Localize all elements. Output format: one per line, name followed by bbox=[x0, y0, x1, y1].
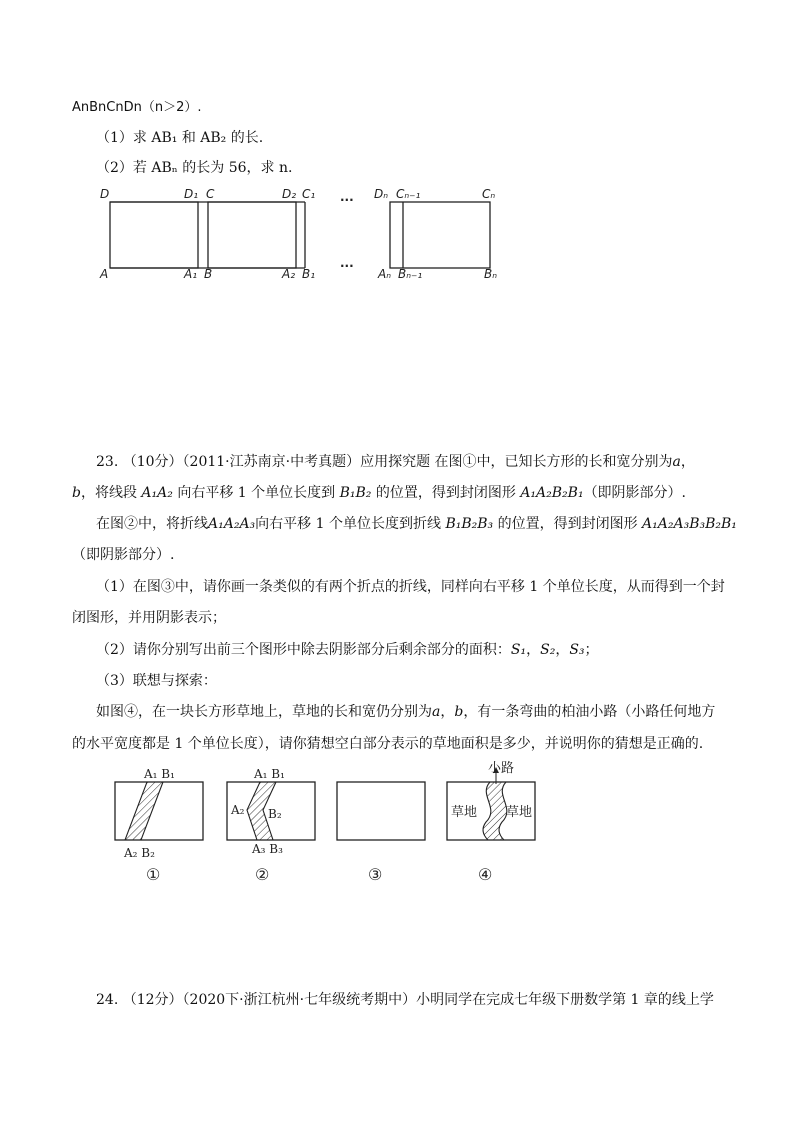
q23-line2-text-a: ，将线段 bbox=[80, 485, 137, 501]
label-B1: B₁ bbox=[302, 267, 316, 281]
fig1-caption: ① bbox=[146, 865, 161, 884]
label-A2: A₂ bbox=[282, 267, 296, 281]
fig1-top-labels: A₁ B₁ bbox=[144, 767, 175, 781]
fig2-caption: ② bbox=[255, 865, 270, 884]
var-a-2: a bbox=[432, 704, 441, 720]
q23-line2-text-d: （即阴影部分）. bbox=[583, 485, 687, 501]
q23-line3 bbox=[96, 514, 737, 534]
fig4-grass-right: 草地 bbox=[506, 805, 533, 820]
q24-score: （12分） bbox=[122, 992, 183, 1008]
q23-line2-text-c: 的位置，得到封闭图形 bbox=[375, 485, 516, 501]
label-An: Aₙ bbox=[378, 267, 391, 281]
q24-source: （2020下·浙江杭州·七年级统考期中） bbox=[182, 992, 417, 1008]
var-b-2: b bbox=[454, 704, 464, 720]
polyline-B1B2B3: B₁B₂B₃ bbox=[445, 516, 494, 532]
label-A1: A₁ bbox=[184, 267, 198, 281]
sep-3: ， bbox=[440, 704, 455, 720]
fig4-curved-road bbox=[483, 782, 507, 840]
sep-2: ， bbox=[555, 642, 570, 658]
q23-part4-a bbox=[96, 702, 715, 722]
dots-top: ··· bbox=[340, 193, 354, 207]
q23-number: 23. bbox=[96, 454, 119, 470]
q23-score: （10分） bbox=[122, 454, 183, 470]
var-b: b bbox=[72, 485, 81, 501]
q23-line3-text-c: 的位置，得到封闭图形 bbox=[497, 516, 638, 532]
q23-part2 bbox=[96, 640, 599, 660]
q24-line1 bbox=[96, 990, 714, 1010]
q22-part1: （1）求 AB₁ 和 AB₂ 的长. bbox=[96, 130, 264, 146]
label-C: C bbox=[206, 187, 215, 201]
label-A: A bbox=[100, 267, 109, 281]
var-a: a bbox=[672, 454, 681, 470]
label-Dn: Dₙ bbox=[374, 187, 389, 201]
label-D2: D₂ bbox=[282, 187, 297, 201]
fig4-caption: ④ bbox=[478, 865, 493, 884]
label-Cn1: Cₙ₋₁ bbox=[396, 187, 421, 201]
fig3-caption: ③ bbox=[368, 865, 383, 884]
var-S3: S₃ bbox=[569, 642, 585, 658]
fig2-left-label: A₂ bbox=[231, 803, 245, 817]
q23-part2-text: （2）请你分别写出前三个图形中除去阴影部分后剩余部分的面积： bbox=[96, 642, 511, 658]
fig1-bottom-labels: A₂ B₂ bbox=[124, 846, 155, 860]
q23-line3-text-b: 向右平移 1 个单位长度到折线 bbox=[255, 516, 441, 532]
q23-part4-b: 的水平宽度都是 1 个单位长度），请你猜想空白部分表示的草地面积是多少，并说明你的猜想是正确的. bbox=[72, 736, 704, 752]
polyline-A1A2A3: A₁A₂A₃ bbox=[208, 516, 256, 532]
q23-part4-text-b: ，有一条弯曲的柏油小路（小路任何地方 bbox=[463, 704, 716, 720]
segment-B1B2: B₁B₂ bbox=[339, 485, 372, 501]
q22-rectangles-figure bbox=[0, 180, 800, 300]
segment-A1A2: A₁A₂ bbox=[141, 485, 173, 501]
fig2-right-label: B₂ bbox=[268, 807, 282, 821]
q23-part1-a: （1）在图③中，请你画一条类似的有两个折点的折线，同样向右平移 1 个单位长度，从而得到一个封 bbox=[96, 579, 725, 595]
label-D: D bbox=[100, 187, 110, 201]
shape-A1A2B2B1: A₁A₂B₂B₁ bbox=[520, 485, 584, 501]
q23-line2 bbox=[72, 483, 686, 503]
q23-part1-b: 闭图形，并用阴影表示； bbox=[72, 610, 226, 626]
var-S1: S₁ bbox=[510, 642, 527, 658]
q22-continuation: AnBnCnDn（n＞2）. bbox=[72, 100, 202, 115]
label-D1: D₁ bbox=[184, 187, 199, 201]
sep-1: ， bbox=[526, 642, 541, 658]
label-Bn: Bₙ bbox=[484, 267, 498, 281]
q23-line4: （即阴影部分）. bbox=[72, 547, 175, 563]
shape-A1A2A3B3B2B1: A₁A₂A₃B₃B₂B₁ bbox=[642, 516, 737, 532]
q23-source: （2011·江苏南京·中考真题） bbox=[182, 454, 361, 470]
comma: ， bbox=[680, 454, 695, 470]
label-B: B bbox=[204, 267, 213, 281]
q23-part3: （3）联想与探索： bbox=[96, 673, 217, 689]
fig4-grass-left: 草地 bbox=[451, 805, 478, 820]
label-C1: C₁ bbox=[302, 187, 316, 201]
q24-text: 小明同学在完成七年级下册数学第 1 章的线上学 bbox=[416, 992, 714, 1008]
fig2-bottom-labels: A₃ B₃ bbox=[252, 842, 283, 856]
q23-figures bbox=[0, 760, 800, 900]
q23-line2-text-b: 向右平移 1 个单位长度到 bbox=[177, 485, 336, 501]
label-Cn: Cₙ bbox=[482, 187, 496, 201]
fig2-top-labels: A₁ B₁ bbox=[254, 767, 285, 781]
end-mark: ； bbox=[584, 642, 599, 658]
q23-part4-text-a: 如图④，在一块长方形草地上，草地的长和宽仍分别为 bbox=[96, 704, 432, 720]
var-S2: S₂ bbox=[540, 642, 556, 658]
label-Bn1: Bₙ₋₁ bbox=[398, 267, 423, 281]
q24-number: 24. bbox=[96, 992, 119, 1008]
dots-bottom: ··· bbox=[340, 259, 354, 273]
fig1-shaded-strip bbox=[125, 782, 163, 840]
q23-line1-text: 应用探究题 在图①中，已知长方形的长和宽分别为 bbox=[360, 454, 673, 470]
fig3-rect bbox=[337, 782, 425, 840]
q23-line1 bbox=[96, 452, 695, 472]
fig4-road-label: 小路 bbox=[488, 761, 515, 776]
q22-part2: （2）若 ABₙ 的长为 56，求 n. bbox=[96, 160, 293, 176]
q23-line3-text-a: 在图②中，将折线 bbox=[96, 516, 208, 532]
